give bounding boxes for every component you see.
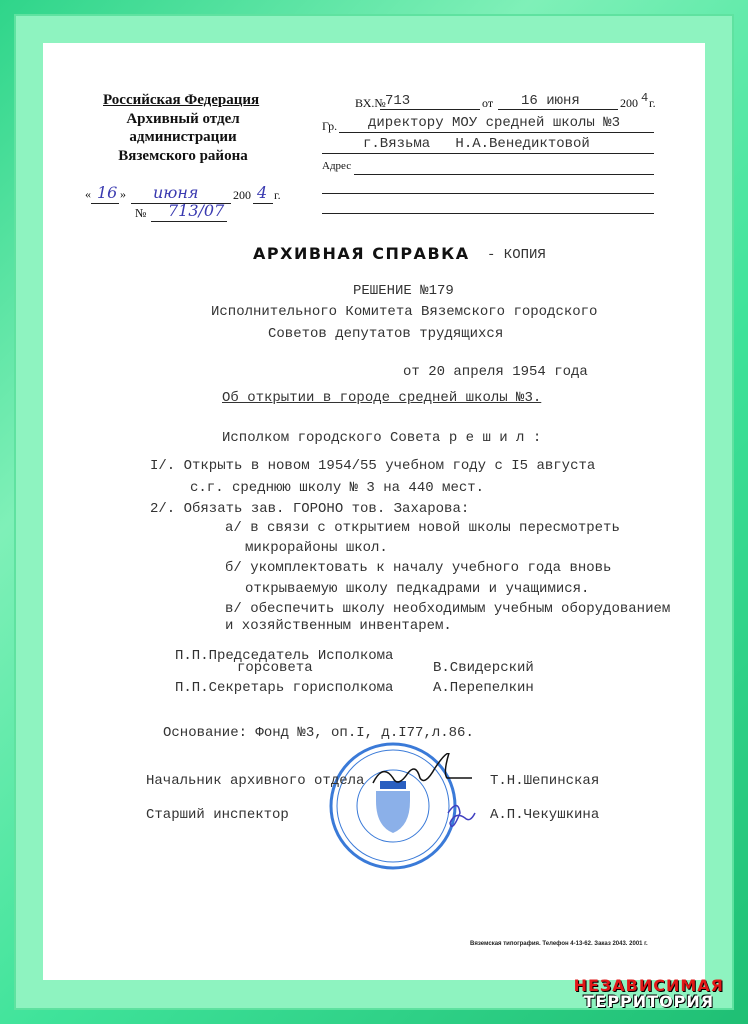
basis: Основание: Фонд №3, оп.I, д.I77,л.86. — [163, 725, 474, 741]
body-line: в/ обеспечить школу необходимым учебным оборудованием — [225, 601, 671, 617]
decision-subject: Об открытии в городе средней школы №3. — [222, 390, 542, 406]
official-name: А.П.Чекушкина — [490, 807, 600, 823]
decision-date: от 20 апреля 1954 года — [403, 364, 588, 380]
decision-intro: Исполком городского Совета р е ш и л : — [222, 430, 542, 446]
body-line: с.г. среднюю школу № 3 на 440 мест. — [190, 480, 485, 496]
body-line: открываемую школу педкадрами и учащимися. — [245, 581, 590, 597]
official-name: Т.Н.Шепинская — [490, 773, 600, 789]
watermark-logo: НЕЗАВИСИМАЯ ТЕРРИТОРИЯ — [573, 976, 724, 1011]
org-line-3: Вяземского района — [118, 148, 248, 164]
handwritten-signatures — [368, 753, 478, 843]
decision-line-1: Исполнительного Комитета Вяземского городского — [211, 304, 598, 320]
org-line-2: администрации — [129, 129, 237, 145]
address-label: Адрес — [322, 160, 352, 172]
signature-name: А.Перепелкин — [433, 680, 534, 696]
official-role: Начальник архивного отдела — [146, 773, 365, 789]
decision-heading: РЕШЕНИЕ №179 — [353, 283, 454, 299]
body-line: б/ укомплектовать к началу учебного года вновь — [225, 560, 612, 576]
body-line: 2/. Обязать зав. ГОРОНО тов. Захарова: — [150, 501, 470, 517]
recipient-label: Гр. — [322, 119, 338, 133]
signature-role: П.П.Председатель Исполкома — [175, 648, 394, 664]
body-line: и хозяйственным инвентарем. — [225, 618, 452, 634]
body-line: микрорайоны школ. — [245, 540, 388, 556]
body-line: а/ в связи с открытием новой школы пересмотреть — [225, 520, 620, 536]
recipient-line-1: директору МОУ средней школы №3 — [368, 115, 621, 131]
country-name: Российская Федерация — [103, 92, 260, 108]
print-footer: Вяземская типография. Телефон 4-13-62. Заказ 2043. 2001 г. — [470, 941, 648, 947]
official-role: Старший инспектор — [146, 807, 289, 823]
recipient-line-2: г.Вязьма Н.А.Венедиктовой — [363, 136, 590, 152]
signature-name: В.Свидерский — [433, 660, 534, 676]
document-title: АРХИВНАЯ СПРАВКА — [253, 244, 470, 263]
copy-mark: - КОПИЯ — [487, 247, 546, 263]
org-line-1: Архивный отдел — [126, 111, 240, 127]
signature-role: горсовета — [237, 660, 313, 676]
decision-line-2: Советов депутатов трудящихся — [268, 326, 504, 342]
signature-role: П.П.Секретарь горисполкома — [175, 680, 394, 696]
body-line: I/. Открыть в новом 1954/55 учебном году с I5 августа — [150, 458, 596, 474]
document-page: Российская Федерация Архивный отдел администрации Вяземского района « 16 » июня 200 4 г. № 713/07 ВХ.№ 713 от 16 июня 200 4 г. Гр. директору МОУ средней школы №3 г.Вязьма Н.А.Венедиктовой Адрес АРХИВНАЯ СПРАВКА - КОПИЯ РЕШЕНИЕ №179 Исполнительного Комитета Вяземского городского Советов депутатов трудящихся от 20 апреля 1954 года Об открытии в городе средней школы №3. Исполком городского Совета р е ш и л : I/. Открыть в новом 1954/55 учебном году с I5 августа с.г. среднюю школу № 3 на 440 мест. 2/. Обязать зав. ГОРОНО тов. Захарова: а/ в связи с открытием новой школы пересмотреть микрорайоны школ. б/ укомплектовать к началу учебного года вновь открываемую школу педкадрами и учащимися. в/ обеспечить школу необходимым учебным оборудованием и хозяйственным инвентарем. П.П.Председатель Исполкома горсовета В.Свидерский П.П.Секретарь горисполкома А.Перепелкин Основание: Фонд №3, оп.I, д.I77,л.86. Начальник архивного отдела Т.Н.Шепинская Старший инспектор А.П.Чекушкина Вяземская типография. Телефон 4-13-62. Заказ 2043. 2001 г. — [43, 43, 705, 980]
